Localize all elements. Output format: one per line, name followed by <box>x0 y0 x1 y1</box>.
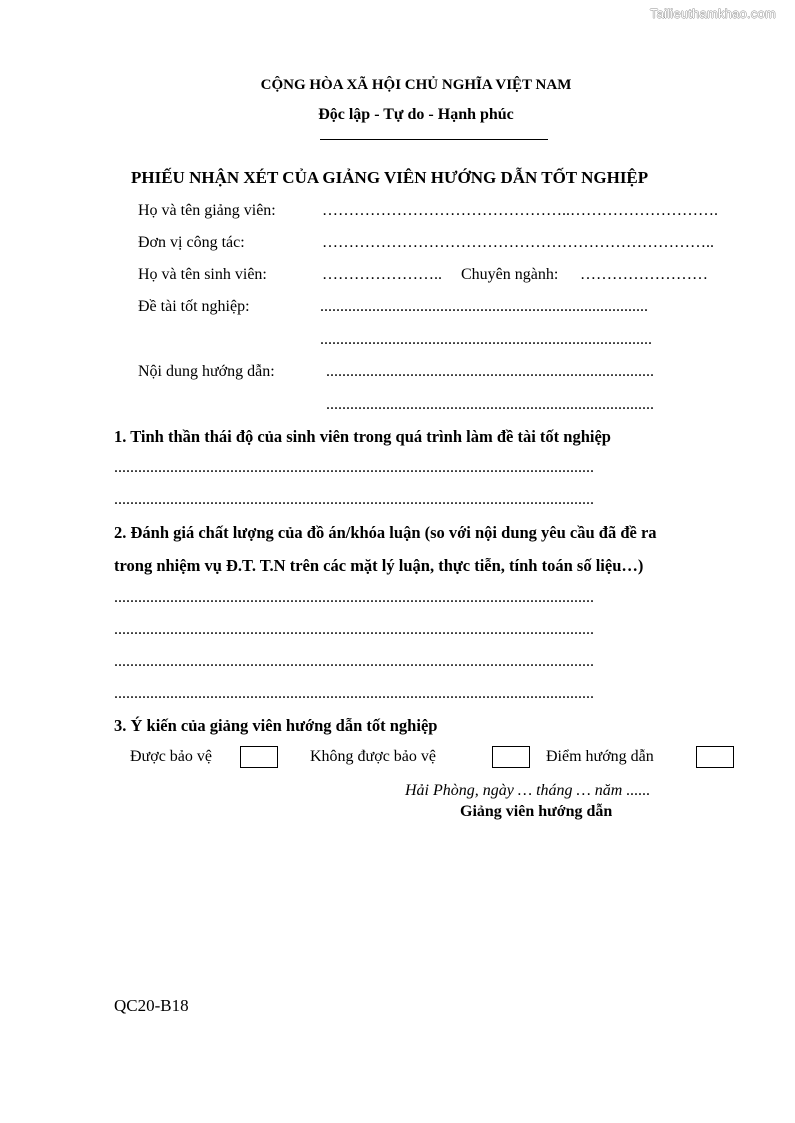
section-2-answer-line-1[interactable]: ........................................................................................................................ <box>114 589 594 606</box>
student-name-field[interactable]: ………………….. <box>322 266 442 283</box>
section-2-answer-line-4[interactable]: ........................................................................................................................ <box>114 685 594 702</box>
major-label: Chuyên ngành: <box>461 266 559 283</box>
section-2-answer-line-3[interactable]: ........................................................................................................................ <box>114 653 594 670</box>
guidance-content-field-line-1[interactable]: .................................................................................. <box>326 363 654 380</box>
place-date: Hải Phòng, ngày … tháng … năm ...... <box>405 782 651 799</box>
thesis-topic-field-line-2[interactable]: ................................................................................... <box>320 331 652 348</box>
workplace-label: Đơn vị công tác: <box>138 234 245 251</box>
workplace-field[interactable]: ……………………………………………………………….. <box>322 234 714 251</box>
motto-underline <box>320 139 548 140</box>
section-2-answer-line-2[interactable]: ........................................................................................................................ <box>114 621 594 638</box>
student-name-label: Họ và tên sinh viên: <box>138 266 267 283</box>
option-score-label: Điểm hướng dẫn <box>546 748 654 765</box>
section-1-heading: 1. Tinh thần thái độ của sinh viên trong quá trình làm đề tài tốt nghiệp <box>114 427 611 446</box>
lecturer-name-field[interactable]: ………………………………………..………………………. <box>322 202 718 219</box>
section-3-heading: 3. Ý kiến của giảng viên hướng dẫn tốt nghiệp <box>114 716 438 735</box>
form-code: QC20-B18 <box>114 996 189 1015</box>
thesis-topic-field-line-1[interactable]: .................................................................................. <box>320 298 648 315</box>
section-2-heading-line-1: 2. Đánh giá chất lượng của đồ án/khóa luận (so với nội dung yêu cầu đã đề ra <box>114 523 657 542</box>
option-not-protect-label: Không được bảo vệ <box>310 748 436 765</box>
thesis-topic-label: Đề tài tốt nghiệp: <box>138 298 250 315</box>
signature-title: Giảng viên hướng dẫn <box>460 803 613 820</box>
watermark: Tailieuthamkhao.com <box>650 6 776 21</box>
lecturer-name-label: Họ và tên giảng viên: <box>138 202 276 219</box>
section-2-heading-line-2: trong nhiệm vụ Đ.T. T.N trên các mặt lý luận, thực tiễn, tính toán số liệu…) <box>114 556 644 575</box>
country-heading: CỘNG HÒA XÃ HỘI CHỦ NGHĨA VIỆT NAM <box>260 77 572 93</box>
section-1-answer-line-2[interactable]: ........................................................................................................................ <box>114 491 594 508</box>
guidance-content-field-line-2[interactable]: .................................................................................. <box>326 396 654 413</box>
form-title: PHIẾU NHẬN XÉT CỦA GIẢNG VIÊN HƯỚNG DẪN TỐT NGHIỆP <box>131 168 649 187</box>
option-score-box[interactable] <box>696 746 734 768</box>
guidance-content-label: Nội dung hướng dẫn: <box>138 363 275 380</box>
major-field[interactable]: …………………… <box>580 266 708 283</box>
section-1-answer-line-1[interactable]: ........................................................................................................................ <box>114 459 594 476</box>
option-protect-label: Được bảo vệ <box>130 748 212 765</box>
motto: Độc lập - Tự do - Hạnh phúc <box>318 106 514 123</box>
option-not-protect-checkbox[interactable] <box>492 746 530 768</box>
option-protect-checkbox[interactable] <box>240 746 278 768</box>
